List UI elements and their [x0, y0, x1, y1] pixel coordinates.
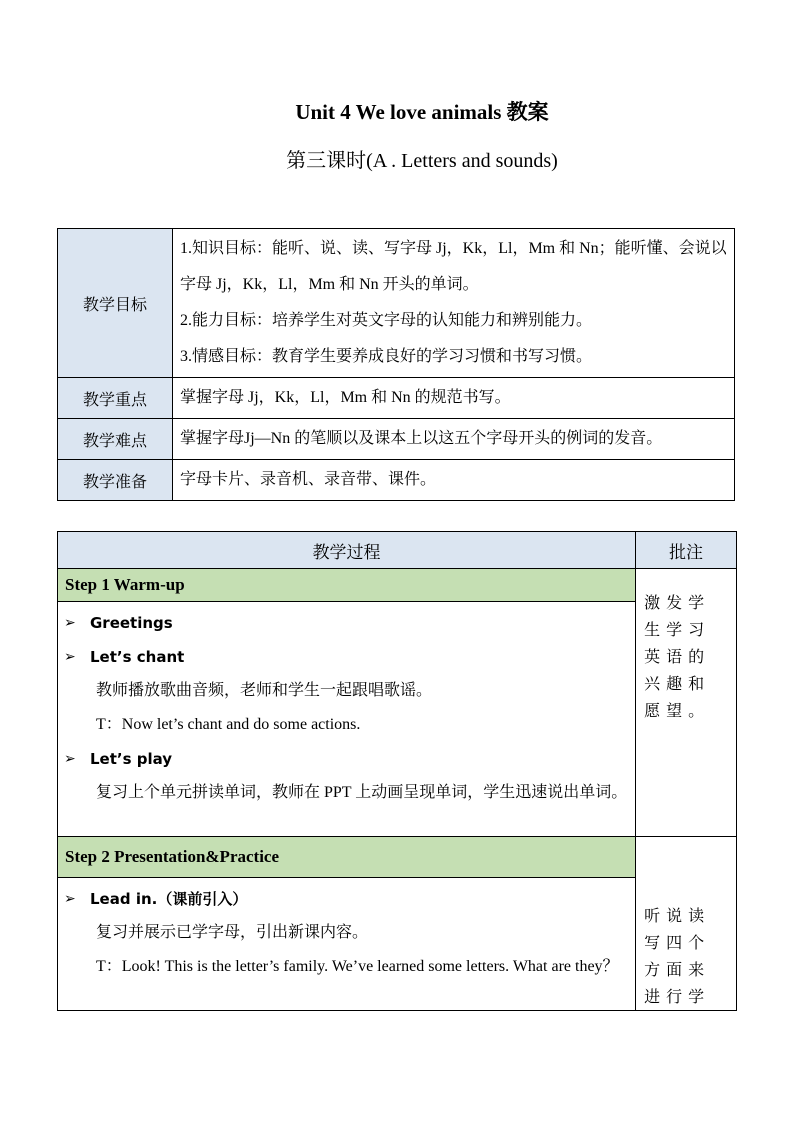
paragraph: T：Look! This is the letter’s family. We’ve learned some letters. What are they？: [96, 958, 619, 975]
lesson-info-table: [57, 228, 735, 501]
row-content: 掌握字母Jj—Nn 的笔顺以及课本上以这五个字母开头的例词的发音。: [173, 419, 735, 460]
row-label: 教学目标: [58, 229, 173, 378]
row-label: 教学难点: [58, 419, 173, 460]
notes-column-header: 批注: [636, 532, 737, 569]
process-column-header: 教学过程: [58, 532, 636, 569]
row-content: [173, 229, 735, 378]
table-row: [58, 229, 735, 378]
list-item: [64, 882, 629, 916]
row-content: 掌握字母 Jj，Kk，Ll，Mm 和 Nn 的规范书写。: [173, 378, 735, 419]
step1-content: [58, 602, 636, 837]
paragraph: 教师播放歌曲音频，老师和学生一起跟唱歌谣。: [96, 682, 433, 699]
document-title: Unit 4 We love animals 教案: [295, 100, 549, 124]
bullet-label: Greetings: [90, 614, 173, 632]
arrowhead-bullet-icon: ➢: [64, 751, 76, 767]
teaching-process-table: [57, 531, 737, 1011]
list-item: [64, 606, 629, 640]
objective-line: 2.能力目标：培养学生对英文字母的认知能力和辨别能力。: [180, 312, 593, 329]
row-content: 字母卡片、录音机、录音带、课件。: [173, 460, 735, 501]
paragraph: 复习并展示已学字母，引出新课内容。: [96, 924, 369, 941]
bullet-label: Lead in.（课前引入）: [90, 890, 248, 908]
list-item: [64, 742, 629, 776]
bullet-label: Let’s chant: [90, 648, 185, 666]
arrowhead-bullet-icon: ➢: [64, 891, 76, 907]
list-item: [64, 640, 629, 674]
objective-line: 3.情感目标：教育学生要养成良好的学习习惯和书写习惯。: [180, 348, 593, 365]
step1-note: 激发学生学习英语的兴趣和愿望。: [636, 569, 737, 837]
step2-note: 听说读写四个方面来进行学: [636, 837, 737, 1011]
document-subtitle: 第三课时(A . Letters and sounds): [286, 150, 558, 172]
step2-content: [58, 878, 636, 1011]
row-label: 教学重点: [58, 378, 173, 419]
table-row: [58, 378, 735, 419]
arrowhead-bullet-icon: ➢: [64, 649, 76, 665]
table-row: [58, 419, 735, 460]
bullet-label: Let’s play: [90, 750, 173, 768]
arrowhead-bullet-icon: ➢: [64, 615, 76, 631]
table-row: [58, 460, 735, 501]
objective-line: 1.知识目标：能听、说、读、写字母 Jj，Kk，Ll，Mm 和 Nn；能听懂、会说以字母 Jj，Kk，Ll，Mm 和 Nn 开头的单词。: [180, 240, 727, 293]
step1-heading: Step 1 Warm-up: [58, 569, 636, 602]
paragraph: T：Now let’s chant and do some actions.: [96, 716, 361, 733]
paragraph: 复习上个单元拼读单词，教师在 PPT 上动画呈现单词，学生迅速说出单词。: [96, 784, 628, 801]
row-label: 教学准备: [58, 460, 173, 501]
step2-heading: Step 2 Presentation&Practice: [58, 837, 636, 878]
